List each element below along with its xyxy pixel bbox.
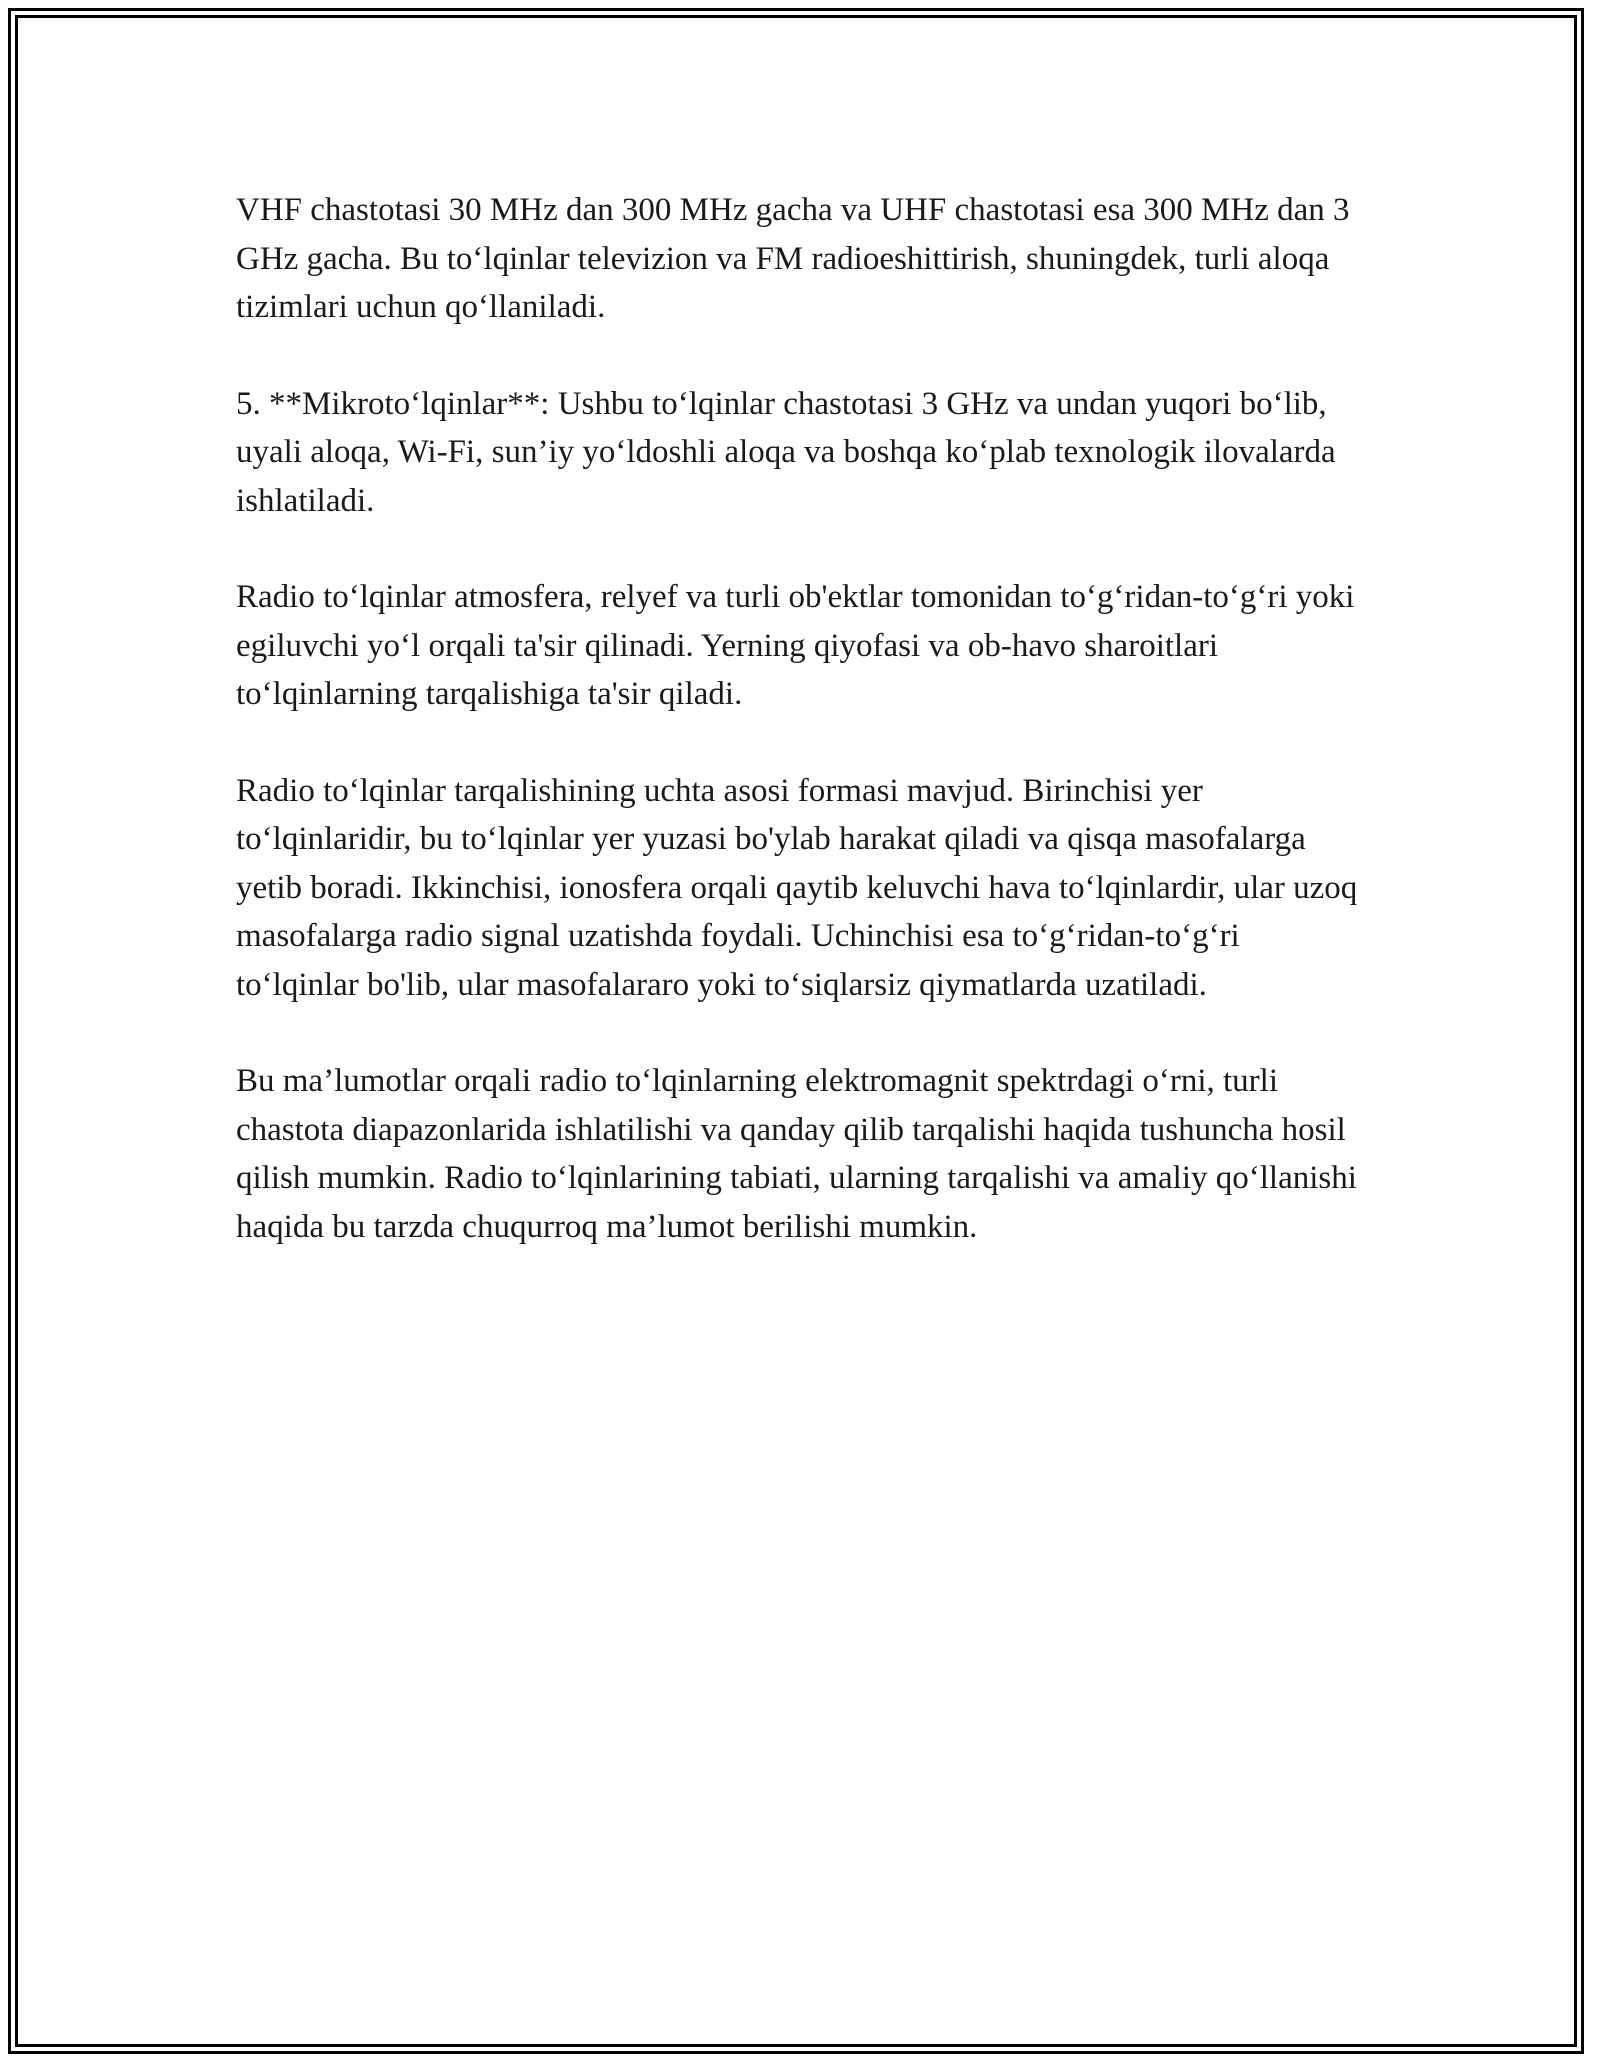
- paragraph-propagation-forms: Radio to‘lqinlar tarqalishining uchta asosi formasi mavjud. Birinchisi yer to‘lqinlaridir, bu to‘lqinlar yer yuzasi bo'ylab harakat qiladi va qisqa masofalarga yetib boradi. Ikkinchisi, ionosfera orqali qaytib keluvchi hava to‘lqinlardir, ular uzoq masofalarga radio signal uzatishda foydali. Uchinchisi esa to‘g‘ridan-to‘g‘ri to‘lqinlar bo'lib, ular masofalararo yoki to‘siqlarsiz qiymatlarda uzatiladi.: [236, 772, 1358, 1003]
- document-body: [236, 186, 1366, 1299]
- paragraph-propagation-influences: Radio to‘lqinlar atmosfera, relyef va turli ob'ektlar tomonidan to‘g‘ridan-to‘g‘ri yoki egiluvchi yo‘l orqali ta'sir qilinadi. Yerning qiyofasi va ob-havo sharoitlari to‘lqinlarning tarqalishiga ta'sir qiladi.: [236, 579, 1355, 712]
- paragraph-microwaves: 5. **Mikroto‘lqinlar**: Ushbu to‘lqinlar chastotasi 3 GHz va undan yuqori bo‘lib, uyali aloqa, Wi-Fi, sun’iy yo‘ldoshli aloqa va boshqa ko‘plab texnologik ilovalarda ishlatiladi.: [236, 385, 1336, 519]
- paragraph-conclusion: Bu ma’lumotlar orqali radio to‘lqinlarning elektromagnit spektrdagi o‘rni, turli chastota diapazonlarida ishlatilishi va qanday qilib tarqalishi haqida tushuncha hosil qilish mumkin. Radio to‘lqinlarining tabiati, ularning tarqalishi va amaliy qo‘llanishi haqida bu tarzda chuqurroq ma’lumot berilishi mumkin.: [236, 1063, 1357, 1245]
- paragraph-vhf-uhf: VHF chastotasi 30 MHz dan 300 MHz gacha va UHF chastotasi esa 300 MHz dan 3 GHz gacha. Bu to‘lqinlar televizion va FM radioeshittirish, shuningdek, turli aloqa tizimlari uchun qo‘llaniladi.: [236, 192, 1350, 325]
